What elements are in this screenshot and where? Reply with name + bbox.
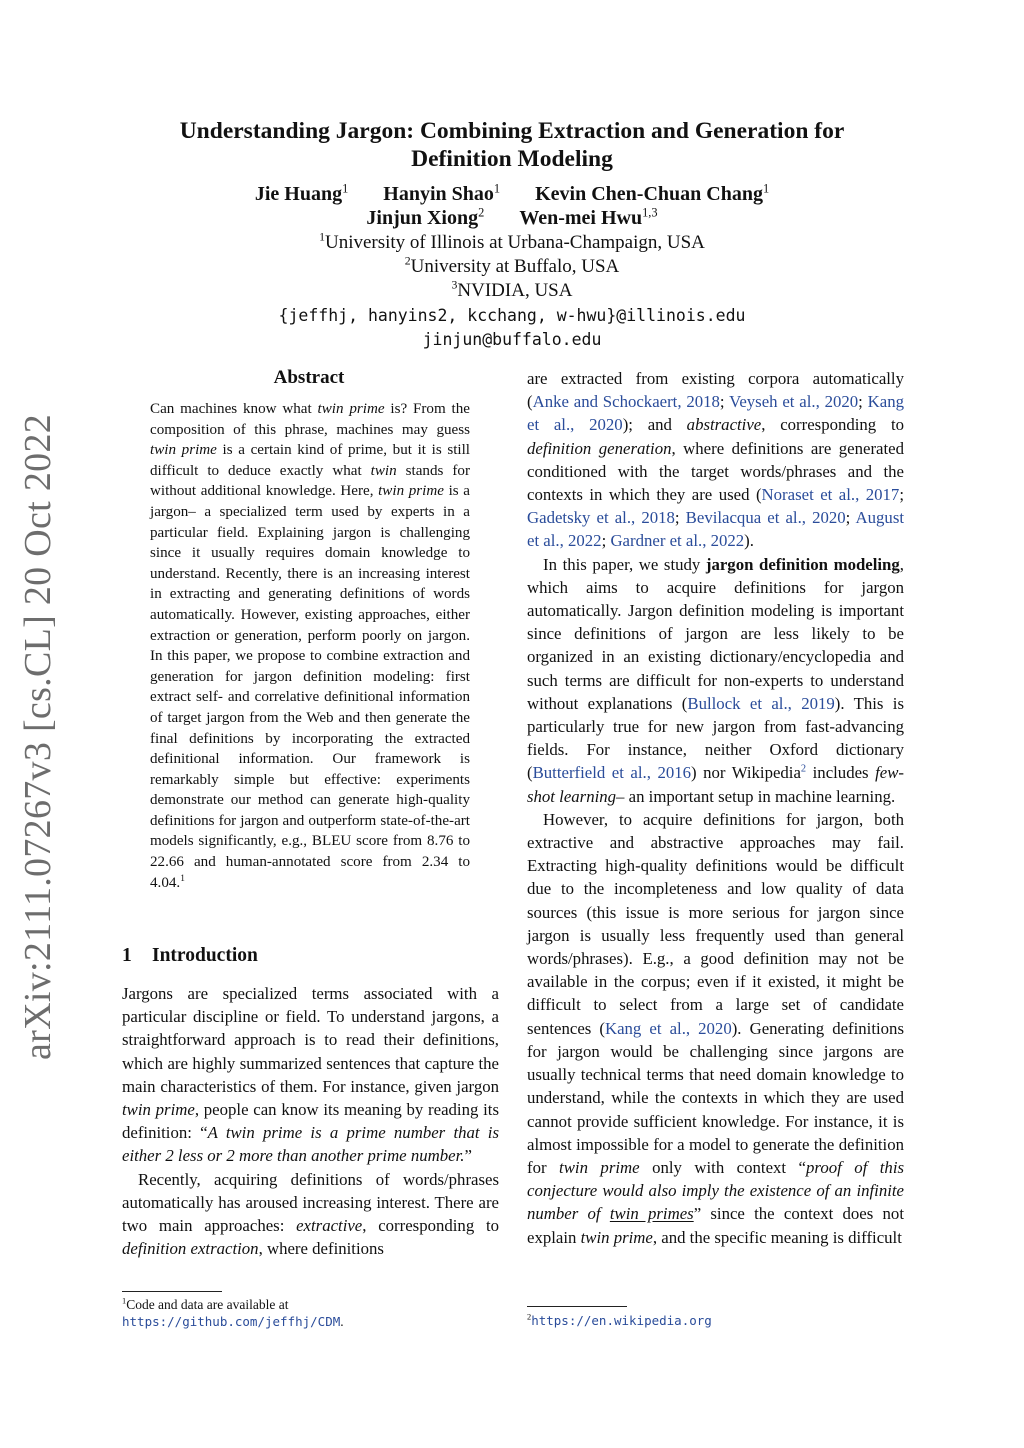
- footnote-2: $^2$https://en.wikipedia.org: [527, 1312, 712, 1328]
- affiliation: $^1$University of Illinois at Urbana-Champaign, USA: [319, 230, 705, 253]
- title-line-2: Definition Modeling: [411, 146, 613, 172]
- citation[interactable]: Bullock et al., 2019: [687, 693, 835, 713]
- author: Jinjun Xiong$^2$: [366, 205, 485, 229]
- author-email: jinjun@buffalo.edu: [422, 330, 602, 349]
- wikipedia-link[interactable]: https://en.wikipedia.org: [531, 1313, 712, 1328]
- footnote-1: $^1$Code and data are available at https://github.com/jeffhj/CDM.: [122, 1296, 344, 1329]
- citation[interactable]: August et al., 2022: [527, 508, 905, 551]
- paragraph: Jargons are specialized terms associated with a particular discipline or field. To understand jargons, a straightforward approach is to read their definitions, which are highly summarized sentences that capture the main characteristics of them. For instance, given jargon twin prime, people can know its meaning by reading its definition: “A twin prime is a prime number that is either 2 less or 2 more than another prime number.”: [122, 984, 499, 1166]
- authors-row-1: [0, 182, 1024, 206]
- footnote-rule: [527, 1306, 627, 1307]
- abstract-heading: Abstract: [273, 367, 345, 388]
- footnote-rule: [122, 1291, 222, 1292]
- affiliation: $^3$NVIDIA, USA: [451, 278, 573, 301]
- citation[interactable]: Kang et al., 2020: [527, 392, 904, 435]
- paragraph: Recently, acquiring definitions of words/phrases automatically has aroused increasing interest. There are two main approaches: extractive, corresponding to definition extraction, where definitions: [122, 1169, 500, 1259]
- citation[interactable]: Gadetsky et al., 2018: [527, 508, 675, 528]
- intro-right-column: [527, 367, 904, 1249]
- title-line-1: Understanding Jargon: Combining Extraction and Generation for: [179, 118, 845, 144]
- section-heading: 1 Introduction: [122, 945, 258, 966]
- affiliation: $^2$University at Buffalo, USA: [404, 254, 620, 277]
- author-email: {jeffhj, hanyins2, kcchang, w-hwu}@illinois.edu: [278, 306, 746, 325]
- authors-row-2: [0, 206, 1024, 230]
- footnote-marker: 1: [180, 873, 185, 884]
- citation[interactable]: Kang et al., 2020: [604, 1018, 732, 1038]
- citation[interactable]: Noraset et al., 2017: [761, 485, 900, 505]
- author: Kevin Chen-Chuan Chang$^1$: [535, 181, 770, 205]
- author: Wen-mei Hwu$^{1,3}$: [519, 205, 658, 229]
- paragraph: In this paper, we study jargon definition modeling, which aims to acquire definitions for jargon automatically. Jargon definition modeling is important since definitions of jargon are less likely to be organized in an existing dictionary/encyclopedia and such terms are difficult for non-experts to understand without explanations (Bullock et al., 2019). This is particularly true for new jargon from fast-advancing fields. For instance, neither Oxford dictionary (Butterfield et al., 2016) nor Wikipedia$^2$ includes few-shot learning– an important setup in machine learning.: [527, 554, 904, 806]
- author: Jie Huang$^1$: [254, 181, 349, 205]
- paragraph: However, to acquire definitions for jargon, both extractive and abstractive approaches may fail. Extracting high-quality definitions would be difficult due to the incompleteness and low quality of data sources (this issue is more serious for jargon since jargon is usually less frequently used than general words/phrases). E.g., a good definition may not be available in the corpus; even if it existed, it might be difficult to select from a large set of candidate sentences (Kang et al., 2020). Generating definitions for jargon would be challenging since jargons are usually technical terms that need domain knowledge to understand, while the contexts in which they are used cannot provide sufficient knowledge. For instance, it is almost impossible for a model to generate the definition for twin prime only with context “proof of this conjecture would also imply the existence of an infinite number of twin primes” since the context does not explain twin prime, and the specific meaning is difficult: [527, 809, 905, 1247]
- author: Hanyin Shao$^1$: [383, 181, 501, 205]
- footnote-marker[interactable]: 2: [800, 763, 807, 775]
- intro-left-column: [122, 982, 499, 1260]
- code-link[interactable]: https://github.com/jeffhj/CDM: [122, 1314, 341, 1329]
- abstract-text: Can machines know what twin prime is? From the composition of this phrase, machines may guess twin prime is a certain kind of prime, but it is still difficult to deduce exactly what twin stands for without additional knowledge. Here, twin prime is a jargon– a specialized term used by experts in a particular field. Explaining jargon is challenging since it usually requires domain knowledge to understand. Recently, there is an increasing interest in extracting and generating definitions of words automatically. However, existing approaches, either extraction or generation, perform poorly on jargon. In this paper, we propose to combine extraction and generation for jargon definition modeling: first extract self- and correlative definitional information of target jargon from the Web and then generate the final definitions by incorporating the extracted definitional information. Our framework is remarkably simple but effective: experiments demonstrate our method can generate high-quality definitions for jargon and outperform state-of-the-art models significantly, e.g., BLEU score from 8.76 to 22.66 and human-annotated score from 2.34 to 4.04.$^1$: [150, 401, 470, 891]
- paper-title: [0, 117, 1024, 173]
- paragraph: are extracted from existing corpora automatically (Anke and Schockaert, 2018; Veyseh et al., 2020; Kang et al., 2020); and abstractive, corresponding to definition generation, where definitions are generated conditioned with the target words/phrases and the contexts in which they are used (Noraset et al., 2017; Gadetsky et al., 2018; Bevilacqua et al., 2020; August et al., 2022; Gardner et al., 2022).: [527, 369, 905, 551]
- citation[interactable]: Veyseh et al., 2020: [729, 392, 859, 412]
- citation[interactable]: Gardner et al., 2022: [610, 531, 745, 551]
- citation[interactable]: Anke and Schockaert, 2018: [532, 392, 720, 412]
- arxiv-identifier: arXiv:2111.07267v3 [cs.CL] 20 Oct 2022: [17, 413, 59, 1060]
- citation[interactable]: Butterfield et al., 2016: [532, 763, 692, 783]
- citation[interactable]: Bevilacqua et al., 2020: [685, 508, 846, 528]
